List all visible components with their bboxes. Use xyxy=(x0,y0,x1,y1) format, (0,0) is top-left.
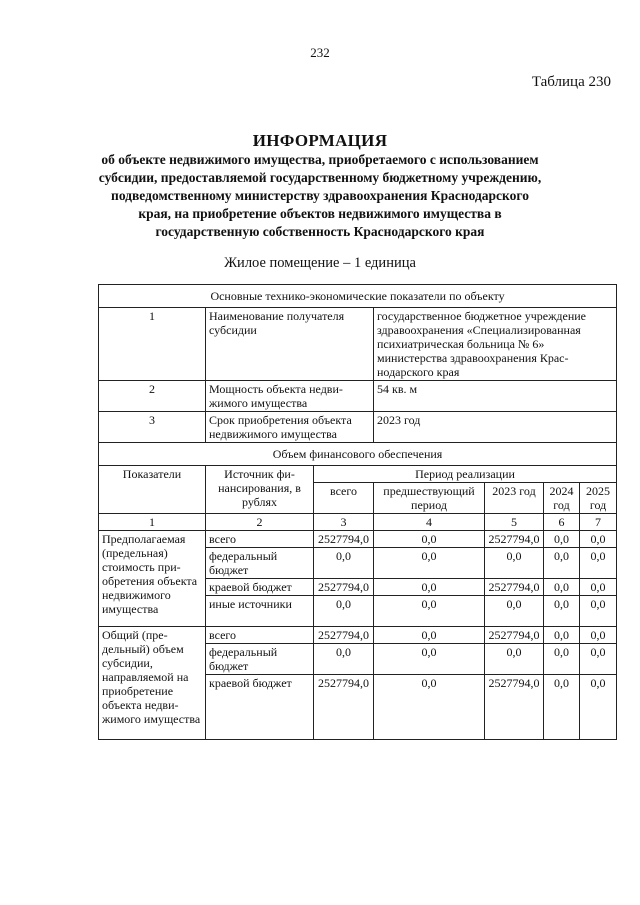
prev-cell: 0,0 xyxy=(374,579,485,596)
col-number: 6 xyxy=(544,514,580,531)
y2024-cell: 0,0 xyxy=(544,579,580,596)
col-number: 3 xyxy=(314,514,374,531)
source-cell: федеральный бюджет xyxy=(206,644,314,675)
column-header-row xyxy=(99,466,617,483)
col-prev: предшествующий период xyxy=(374,483,485,514)
prev-cell: 0,0 xyxy=(374,596,485,627)
source-cell: всего xyxy=(206,627,314,644)
source-cell: иные источники xyxy=(206,596,314,627)
section1-header-row xyxy=(99,285,617,308)
prev-cell: 0,0 xyxy=(374,548,485,579)
y2025-cell: 0,0 xyxy=(580,579,617,596)
row-number: 1 xyxy=(99,308,206,381)
y2023-cell: 0,0 xyxy=(485,548,544,579)
info-table xyxy=(98,284,617,740)
prev-cell: 0,0 xyxy=(374,675,485,740)
y2025-cell: 0,0 xyxy=(580,531,617,548)
col-number: 7 xyxy=(580,514,617,531)
section1-header: Основные технико-экономические показатели по объекту xyxy=(99,285,617,308)
total-cell: 2527794,0 xyxy=(314,531,374,548)
col-number: 5 xyxy=(485,514,544,531)
y2023-cell: 2527794,0 xyxy=(485,627,544,644)
y2024-cell: 0,0 xyxy=(544,531,580,548)
y2023-cell: 2527794,0 xyxy=(485,579,544,596)
group1-label: Предполагаемая (предельная) стоимость приобретения объекта недвижимого имущества xyxy=(99,531,206,627)
y2023-cell: 0,0 xyxy=(485,596,544,627)
row-number: 2 xyxy=(99,381,206,412)
total-cell: 0,0 xyxy=(314,596,374,627)
table-row xyxy=(99,531,617,548)
y2024-cell: 0,0 xyxy=(544,644,580,675)
total-cell: 0,0 xyxy=(314,644,374,675)
col-number: 2 xyxy=(206,514,314,531)
document-subtitle: об объекте недвижимого имущества, приобретаемого с использованием субсидии, предоставляемой государственному бюджетному учреждению, подведомственному министерству здравоохранения Краснодарского края, на приобретение объектов недвижимого имущества в государственную собственность Краснодарского края xyxy=(98,152,542,239)
col-number: 4 xyxy=(374,514,485,531)
total-cell: 2527794,0 xyxy=(314,675,374,740)
y2025-cell: 0,0 xyxy=(580,644,617,675)
col-total: всего xyxy=(314,483,374,514)
total-cell: 2527794,0 xyxy=(314,579,374,596)
col-2023: 2023 год xyxy=(485,483,544,514)
row-value: 2023 год xyxy=(374,412,617,443)
source-cell: краевой бюджет xyxy=(206,675,314,740)
table-row xyxy=(99,381,617,412)
page-number: 232 xyxy=(310,45,330,60)
object-description: Жилое помещение – 1 единица xyxy=(224,255,416,271)
table-row xyxy=(99,412,617,443)
y2024-cell: 0,0 xyxy=(544,675,580,740)
row-label: Срок приобретения объекта недвижимого имущества xyxy=(206,412,374,443)
y2025-cell: 0,0 xyxy=(580,548,617,579)
total-cell: 0,0 xyxy=(314,548,374,579)
row-label: Мощность объекта недвижимого имущества xyxy=(206,381,374,412)
section2-header-row xyxy=(99,443,617,466)
prev-cell: 0,0 xyxy=(374,531,485,548)
y2023-cell: 2527794,0 xyxy=(485,675,544,740)
y2025-cell: 0,0 xyxy=(580,675,617,740)
row-value: государственное бюджетное учреждение здравоохранения «Специализированная психиатрическая больница № 6» министерства здравоохранения Краснодарского края xyxy=(374,308,617,381)
col-period: Период реализации xyxy=(314,466,617,483)
prev-cell: 0,0 xyxy=(374,627,485,644)
y2025-cell: 0,0 xyxy=(580,627,617,644)
column-number-row xyxy=(99,514,617,531)
source-cell: федеральный бюджет xyxy=(206,548,314,579)
col-number: 1 xyxy=(99,514,206,531)
y2023-cell: 0,0 xyxy=(485,644,544,675)
y2024-cell: 0,0 xyxy=(544,548,580,579)
total-cell: 2527794,0 xyxy=(314,627,374,644)
col-source: Источник финансирования, в рублях xyxy=(206,466,314,514)
col-2024: 2024 год xyxy=(544,483,580,514)
y2024-cell: 0,0 xyxy=(544,627,580,644)
col-indicators: Показатели xyxy=(99,466,206,514)
source-cell: всего xyxy=(206,531,314,548)
table-label: Таблица 230 xyxy=(531,74,611,90)
col-2025: 2025 год xyxy=(580,483,617,514)
prev-cell: 0,0 xyxy=(374,644,485,675)
table-row xyxy=(99,627,617,644)
row-number: 3 xyxy=(99,412,206,443)
section2-header: Объем финансового обеспечения xyxy=(99,443,617,466)
document-title: ИНФОРМАЦИЯ xyxy=(252,131,388,150)
group2-label: Общий (предельный) объем субсидии, направляемой на приобретение объекта недвижимого имущества xyxy=(99,627,206,740)
source-cell: краевой бюджет xyxy=(206,579,314,596)
y2023-cell: 2527794,0 xyxy=(485,531,544,548)
y2024-cell: 0,0 xyxy=(544,596,580,627)
y2025-cell: 0,0 xyxy=(580,596,617,627)
table-row xyxy=(99,308,617,381)
row-value: 54 кв. м xyxy=(374,381,617,412)
row-label: Наименование получателя субсидии xyxy=(206,308,374,381)
